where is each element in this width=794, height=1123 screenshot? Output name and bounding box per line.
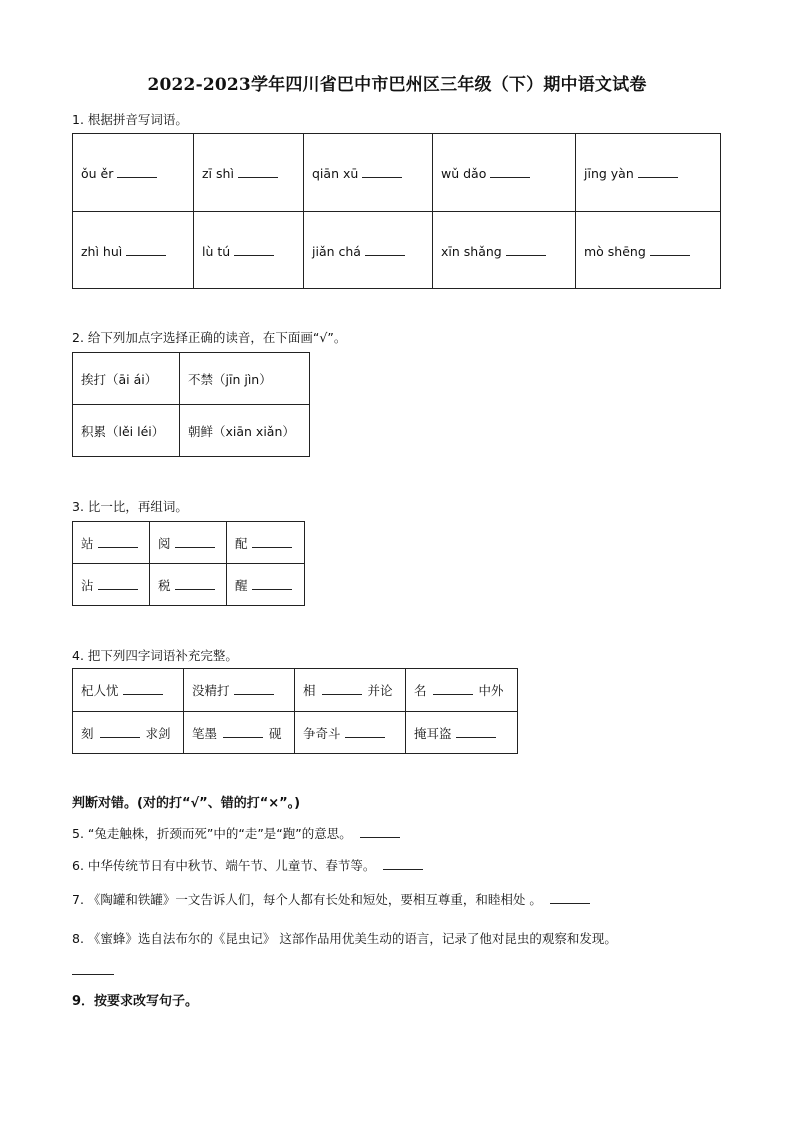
answer-blank[interactable] — [638, 164, 678, 178]
answer-blank[interactable] — [456, 724, 496, 738]
answer-blank[interactable] — [126, 242, 166, 256]
answer-blank[interactable] — [234, 242, 274, 256]
q1-cell: mò shēng — [576, 212, 721, 289]
answer-blank[interactable] — [506, 242, 546, 256]
answer-blank[interactable] — [123, 681, 163, 695]
q3-cell: 醒 — [227, 564, 305, 606]
answer-blank[interactable] — [175, 534, 215, 548]
answer-blank[interactable] — [433, 681, 473, 695]
q4-cell: 刻 求剑 — [73, 712, 184, 754]
q4-cell: 没精打 — [184, 669, 295, 712]
q3-cell: 阅 — [150, 522, 227, 564]
answer-blank[interactable] — [100, 724, 140, 738]
q4-cell: 相 并论 — [295, 669, 406, 712]
answer-blank[interactable] — [98, 534, 138, 548]
q1-cell: jīng yàn — [576, 134, 721, 212]
answer-blank[interactable] — [650, 242, 690, 256]
q3-label: 3. 比一比，再组词。 — [72, 499, 188, 514]
judge-heading: 判断对错。(对的打“√”、错的打“×”。) — [72, 796, 301, 811]
q1-pinyin-table — [72, 133, 721, 289]
answer-blank[interactable] — [360, 824, 400, 838]
q2-label: 2. 给下列加点字选择正确的读音，在下面画“√”。 — [72, 330, 347, 345]
q2-cell[interactable]: 积累（lěi léi） — [73, 405, 180, 457]
q3-cell: 沾 — [73, 564, 150, 606]
q4-cell: 争奇斗 — [295, 712, 406, 754]
q2-cell[interactable]: 挨打（āi ái） — [73, 353, 180, 405]
q1-cell: qiān xū — [304, 134, 433, 212]
q1-cell: zī shì — [194, 134, 304, 212]
q1-cell: xīn shǎng — [433, 212, 576, 289]
q4-cell: 笔墨 砚 — [184, 712, 295, 754]
q3-cell: 税 — [150, 564, 227, 606]
answer-blank[interactable] — [238, 164, 278, 178]
answer-blank[interactable] — [175, 576, 215, 590]
q4-idiom-table — [72, 668, 518, 754]
q1-cell: lù tú — [194, 212, 304, 289]
judge-item-8: 8. 《蜜蜂》选自法布尔的《昆虫记》 这部作品用优美生动的语言，记录了他对昆虫的观察和发现。 — [72, 931, 617, 946]
answer-blank[interactable] — [252, 534, 292, 548]
q1-cell: jiǎn chá — [304, 212, 433, 289]
q4-cell: 掩耳盗 — [406, 712, 518, 754]
answer-blank[interactable] — [362, 164, 402, 178]
answer-blank[interactable] — [72, 973, 114, 975]
answer-blank[interactable] — [234, 681, 274, 695]
q3-word-table — [72, 521, 305, 606]
answer-blank[interactable] — [252, 576, 292, 590]
q1-cell: ǒu ěr — [73, 134, 194, 212]
q1-label: 1. 根据拼音写词语。 — [72, 112, 188, 127]
q1-cell: zhì huì — [73, 212, 194, 289]
answer-blank[interactable] — [365, 242, 405, 256]
q4-cell: 杞人忧 — [73, 669, 184, 712]
answer-blank[interactable] — [223, 724, 263, 738]
judge-item-5: 5. “兔走触株，折颈而死”中的“走”是“跑”的意思。 — [72, 824, 400, 842]
q2-cell[interactable]: 朝鲜（xiān xiǎn） — [180, 405, 310, 457]
answer-blank[interactable] — [345, 724, 385, 738]
answer-blank[interactable] — [98, 576, 138, 590]
answer-blank[interactable] — [550, 890, 590, 904]
answer-blank[interactable] — [490, 164, 530, 178]
judge-item-7: 7. 《陶罐和铁罐》一文告诉人们，每个人都有长处和短处，要相互尊重，和睦相处 。 — [72, 890, 590, 908]
q4-cell: 名 中外 — [406, 669, 518, 712]
answer-blank[interactable] — [117, 164, 157, 178]
q4-label: 4. 把下列四字词语补充完整。 — [72, 648, 238, 663]
page-title: 2022-2023学年四川省巴中市巴州区三年级（下）期中语文试卷 — [147, 75, 647, 95]
q9-label: 9．按要求改写句子。 — [72, 994, 199, 1009]
judge-item-6: 6. 中华传统节日有中秋节、端午节、儿童节、春节等。 — [72, 856, 423, 874]
answer-blank[interactable] — [322, 681, 362, 695]
q2-pronunciation-table — [72, 352, 310, 457]
q3-cell: 站 — [73, 522, 150, 564]
answer-blank[interactable] — [383, 856, 423, 870]
q3-cell: 配 — [227, 522, 305, 564]
q2-cell[interactable]: 不禁（jīn jìn） — [180, 353, 310, 405]
q1-cell: wǔ dǎo — [433, 134, 576, 212]
